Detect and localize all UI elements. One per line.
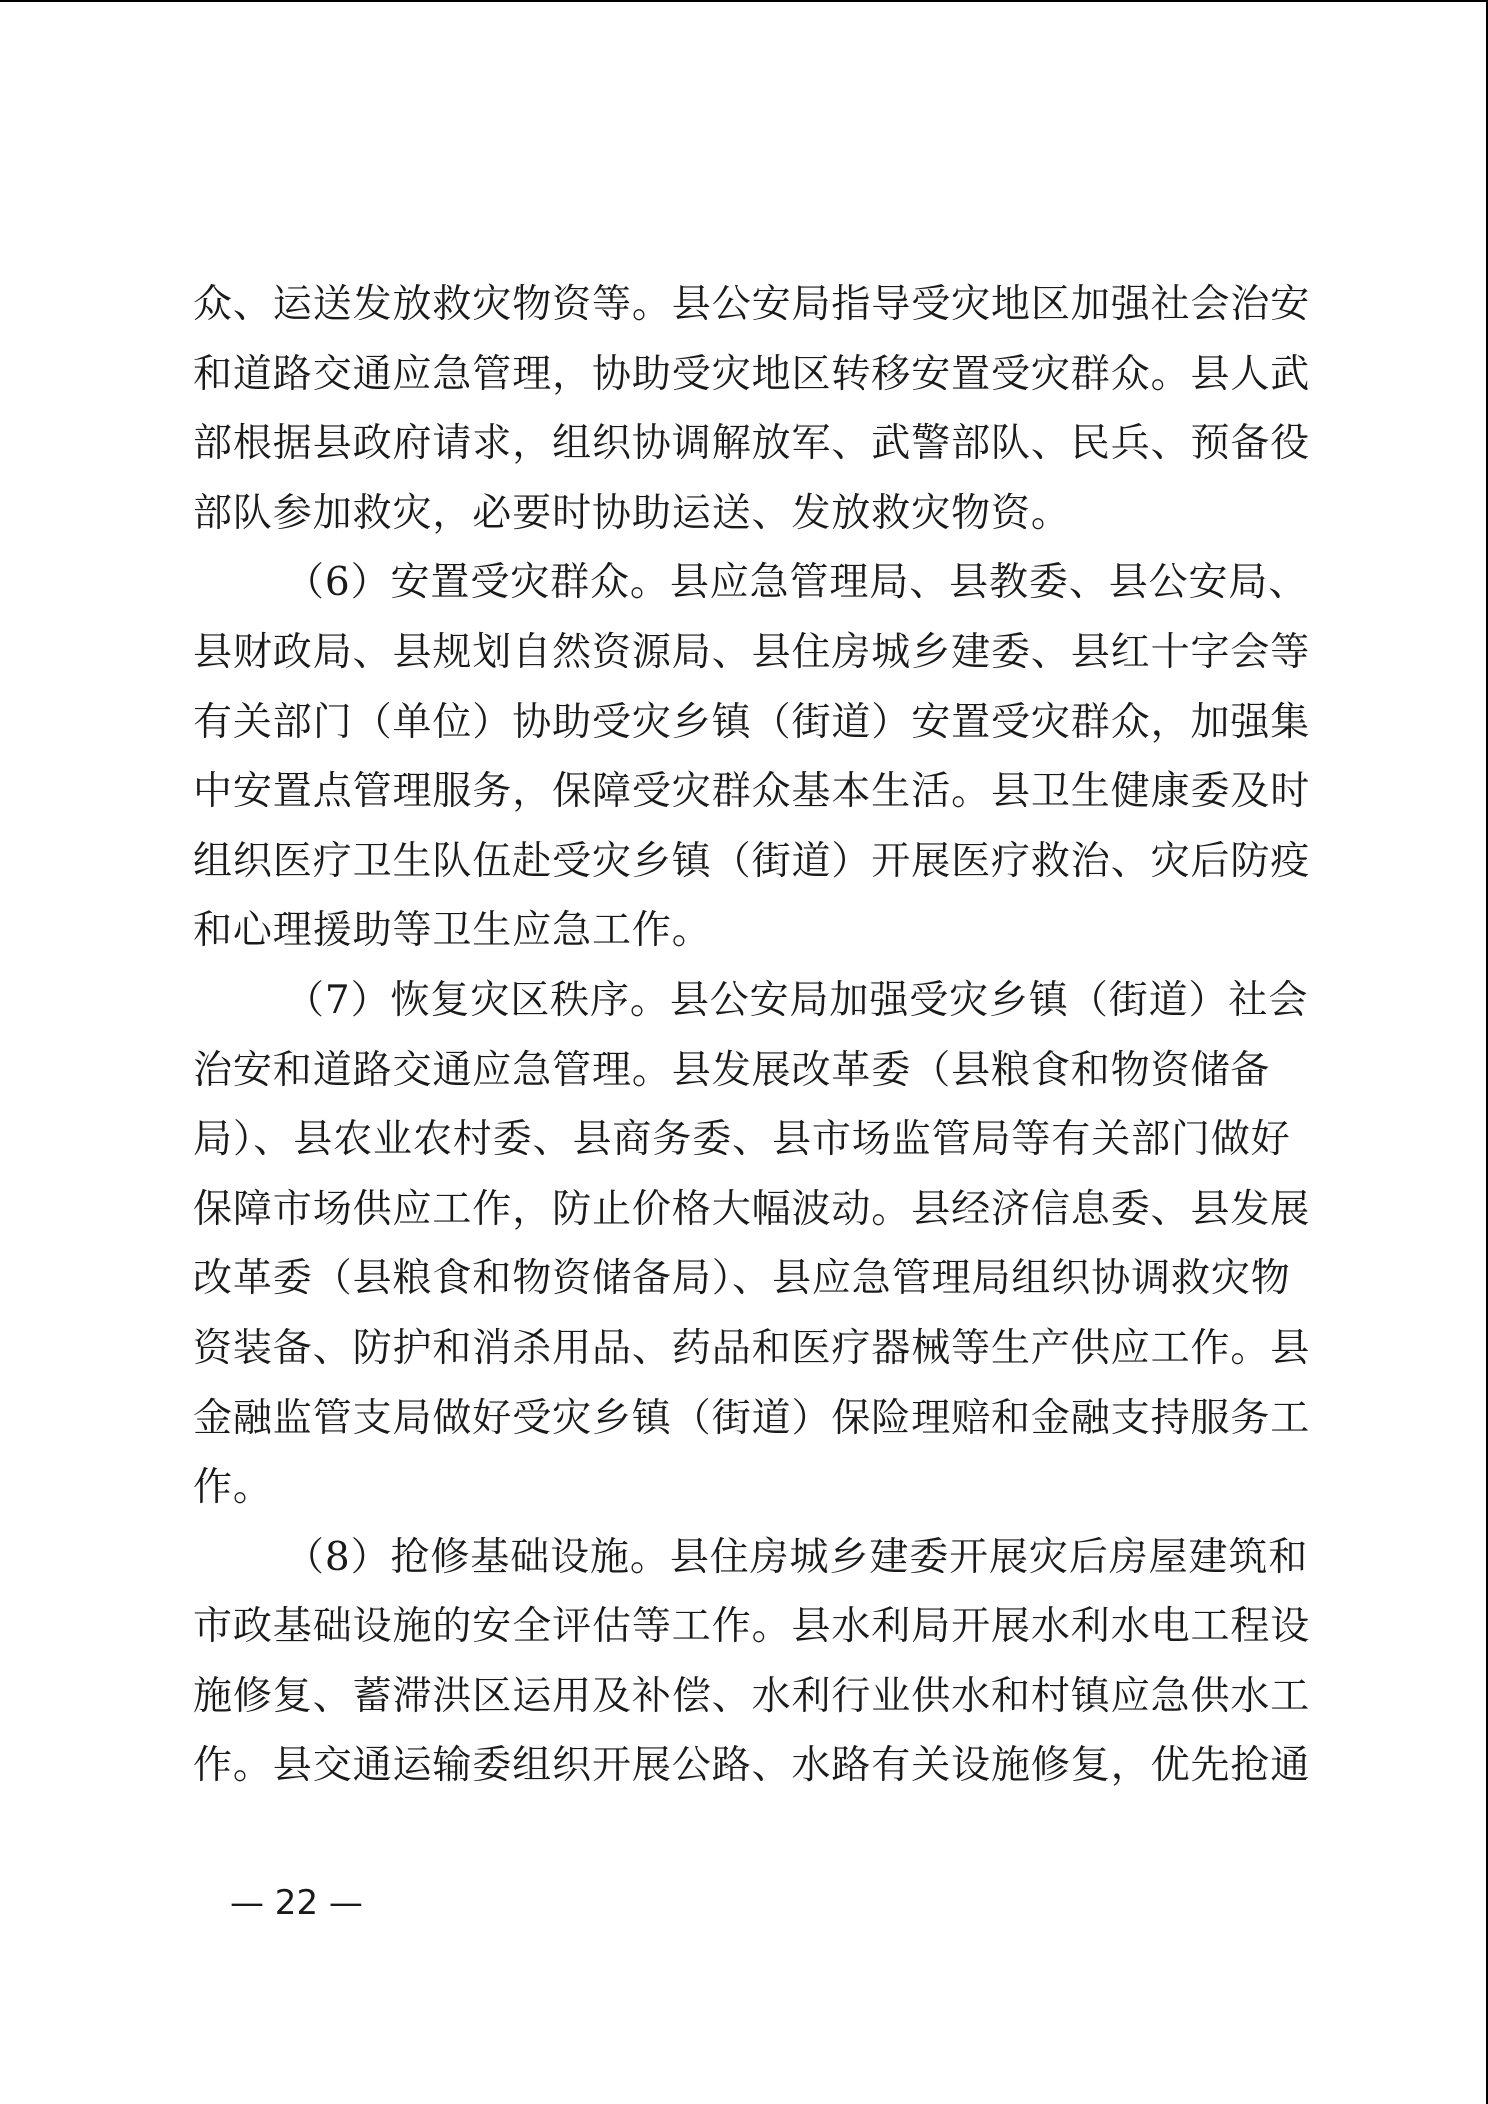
text-line: 保障市场供应工作，防止价格大幅波动。县经济信息委、县发展 bbox=[193, 1186, 1311, 1232]
text-line: 有关部门（单位）协助受灾乡镇（街道）安置受灾群众，加强集 bbox=[193, 699, 1311, 745]
text-line: 市政基础设施的安全评估等工作。县水利局开展水利水电工程设 bbox=[193, 1604, 1311, 1650]
text-line: 中安置点管理服务，保障受灾群众基本生活。县卫生健康委及时 bbox=[193, 769, 1311, 815]
paragraph-8-first-line: （8）抢修基础设施。县住房城乡建委开展灾后房屋建筑和 bbox=[285, 1534, 1309, 1580]
text-line: 作。 bbox=[193, 1465, 273, 1511]
text-line: 改革委（县粮食和物资储备局）、县应急管理局组织协调救灾物 bbox=[193, 1256, 1291, 1302]
text-line: 组织医疗卫生队伍赴受灾乡镇（街道）开展医疗救治、灾后防疫 bbox=[193, 838, 1311, 884]
text-line: 施修复、蓄滞洪区运用及补偿、水利行业供水和村镇应急供水工 bbox=[193, 1673, 1311, 1719]
paragraph-6-first-line: （6）安置受灾群众。县应急管理局、县教委、县公安局、 bbox=[285, 560, 1309, 606]
text-line: 局）、县农业农村委、县商务委、县市场监管局等有关部门做好 bbox=[193, 1117, 1291, 1163]
text-line: 县财政局、县规划自然资源局、县住房城乡建委、县红十字会等 bbox=[193, 629, 1311, 675]
text-line: 部队参加救灾，必要时协助运送、发放救灾物资。 bbox=[193, 490, 1071, 536]
text-line: 部根据县政府请求，组织协调解放军、武警部队、民兵、预备役 bbox=[193, 421, 1311, 467]
text-line: 众、运送发放救灾物资等。县公安局指导受灾地区加强社会治安 bbox=[193, 282, 1311, 327]
document-body bbox=[193, 270, 1311, 1801]
page-number: — 22 — bbox=[230, 1883, 363, 1923]
page-border-top bbox=[0, 0, 1488, 2]
text-line: 治安和道路交通应急管理。县发展改革委（县粮食和物资储备 bbox=[193, 1047, 1271, 1093]
text-line: 作。县交通运输委组织开展公路、水路有关设施修复，优先抢通 bbox=[193, 1743, 1311, 1789]
text-line: 金融监管支局做好受灾乡镇（街道）保险理赔和金融支持服务工 bbox=[193, 1395, 1311, 1441]
paragraph-7-first-line: （7）恢复灾区秩序。县公安局加强受灾乡镇（街道）社会 bbox=[285, 977, 1309, 1023]
text-line: 资装备、防护和消杀用品、药品和医疗器械等生产供应工作。县 bbox=[193, 1325, 1311, 1371]
text-line: 和道路交通应急管理，协助受灾地区转移安置受灾群众。县人武 bbox=[193, 351, 1311, 397]
text-line: 和心理援助等卫生应急工作。 bbox=[193, 908, 712, 954]
